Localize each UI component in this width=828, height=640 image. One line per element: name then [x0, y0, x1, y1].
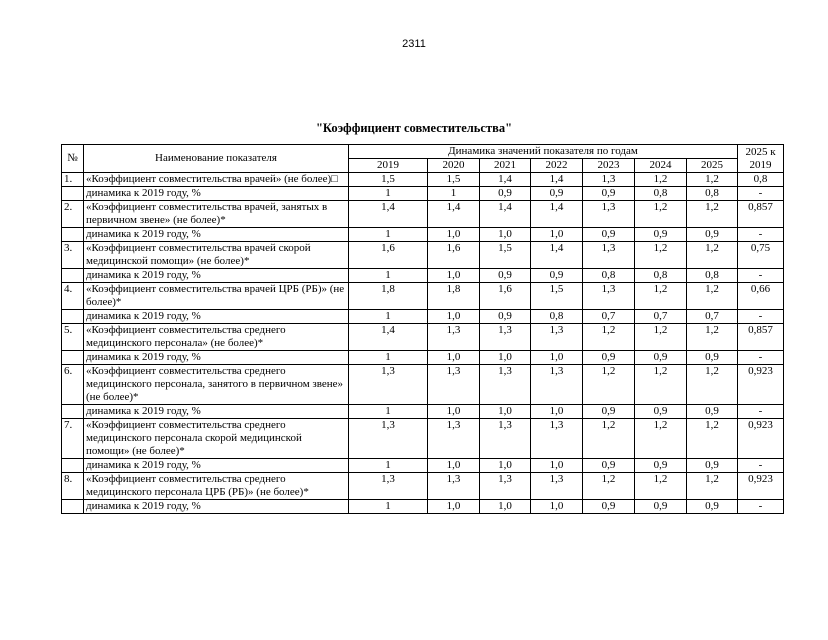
indicator-value: 1,3 [531, 365, 583, 405]
indicator-value: 1,2 [635, 283, 687, 310]
indicator-value: 1,3 [428, 419, 480, 459]
header-year: 2022 [531, 159, 583, 173]
dynamics-value: 1 [349, 187, 428, 201]
indicator-value: 1,4 [480, 201, 531, 228]
dynamics-value: 1 [349, 500, 428, 514]
indicator-name: «Коэффициент совместительства среднего медицинского персонала, занятого в первичном звене» (не более)* [84, 365, 349, 405]
dynamics-ratio: - [738, 310, 784, 324]
dynamics-ratio: - [738, 228, 784, 242]
dynamics-value: 0,9 [687, 459, 738, 473]
dynamics-row [62, 310, 784, 324]
indicator-value: 1,5 [480, 242, 531, 269]
indicator-row [62, 242, 784, 269]
indicator-value: 1,4 [480, 173, 531, 187]
dynamics-value: 0,8 [635, 269, 687, 283]
row-number-empty [62, 459, 84, 473]
dynamics-value: 1,0 [428, 405, 480, 419]
dynamics-value: 1 [349, 228, 428, 242]
dynamics-value: 1 [349, 459, 428, 473]
indicator-ratio: 0,857 [738, 324, 784, 351]
header-no: № [62, 145, 84, 173]
dynamics-value: 1 [428, 187, 480, 201]
dynamics-ratio: - [738, 269, 784, 283]
indicator-name: «Коэффициент совместительства врачей» (не более)□ [84, 173, 349, 187]
indicator-value: 1,2 [687, 173, 738, 187]
dynamics-value: 1 [349, 310, 428, 324]
dynamics-value: 0,9 [687, 351, 738, 365]
indicator-value: 1,3 [583, 283, 635, 310]
dynamics-value: 0,9 [635, 459, 687, 473]
indicators-table [61, 144, 784, 514]
indicator-value: 1,2 [583, 473, 635, 500]
indicator-ratio: 0,66 [738, 283, 784, 310]
indicator-value: 1,6 [480, 283, 531, 310]
indicator-ratio: 0,923 [738, 473, 784, 500]
dynamics-value: 0,8 [687, 269, 738, 283]
dynamics-row [62, 351, 784, 365]
indicator-value: 1,2 [635, 365, 687, 405]
dynamics-value: 0,8 [687, 187, 738, 201]
row-number: 6. [62, 365, 84, 405]
row-number-empty [62, 351, 84, 365]
indicator-value: 1,3 [583, 242, 635, 269]
dynamics-value: 1,0 [428, 351, 480, 365]
dynamics-value: 0,9 [635, 228, 687, 242]
header-name: Наименование показателя [84, 145, 349, 173]
table-header [62, 145, 784, 173]
dynamics-row [62, 228, 784, 242]
row-number: 3. [62, 242, 84, 269]
indicator-value: 1,2 [635, 419, 687, 459]
indicator-value: 1,3 [349, 419, 428, 459]
indicator-ratio: 0,75 [738, 242, 784, 269]
indicator-name: «Коэффициент совместительства врачей, занятых в первичном звене» (не более)* [84, 201, 349, 228]
indicator-value: 1,2 [687, 419, 738, 459]
indicator-value: 1,2 [635, 201, 687, 228]
dynamics-value: 0,9 [583, 405, 635, 419]
header-year: 2023 [583, 159, 635, 173]
indicator-value: 1,6 [349, 242, 428, 269]
indicator-value: 1,3 [531, 473, 583, 500]
dynamics-value: 0,9 [687, 500, 738, 514]
indicator-value: 1,3 [428, 324, 480, 351]
dynamics-label: динамика к 2019 году, % [84, 228, 349, 242]
dynamics-value: 0,9 [635, 351, 687, 365]
indicator-row [62, 201, 784, 228]
dynamics-value: 1,0 [480, 459, 531, 473]
indicator-row [62, 324, 784, 351]
indicator-row [62, 473, 784, 500]
dynamics-value: 1 [349, 269, 428, 283]
dynamics-value: 0,7 [583, 310, 635, 324]
dynamics-value: 0,9 [531, 269, 583, 283]
indicator-name: «Коэффициент совместительства врачей ЦРБ (РБ)» (не более)* [84, 283, 349, 310]
header-year: 2025 [687, 159, 738, 173]
document-title: "Коэффициент совместительства" [315, 121, 513, 135]
row-number-empty [62, 310, 84, 324]
dynamics-value: 1,0 [428, 500, 480, 514]
indicator-value: 1,3 [531, 419, 583, 459]
indicator-value: 1,4 [428, 201, 480, 228]
row-number-empty [62, 500, 84, 514]
dynamics-value: 1,0 [531, 228, 583, 242]
indicator-row [62, 365, 784, 405]
dynamics-value: 1,0 [531, 405, 583, 419]
row-number-empty [62, 187, 84, 201]
indicator-value: 1,3 [480, 365, 531, 405]
dynamics-value: 1,0 [428, 310, 480, 324]
dynamics-value: 0,8 [583, 269, 635, 283]
dynamics-ratio: - [738, 351, 784, 365]
row-number: 5. [62, 324, 84, 351]
dynamics-value: 1,0 [480, 351, 531, 365]
dynamics-value: 0,7 [687, 310, 738, 324]
indicator-value: 1,3 [349, 473, 428, 500]
indicator-value: 1,3 [480, 324, 531, 351]
dynamics-value: 1,0 [480, 405, 531, 419]
dynamics-value: 1,0 [480, 228, 531, 242]
dynamics-value: 1 [349, 405, 428, 419]
indicator-value: 1,3 [480, 419, 531, 459]
indicator-value: 1,3 [428, 365, 480, 405]
dynamics-label: динамика к 2019 году, % [84, 310, 349, 324]
indicator-value: 1,2 [635, 173, 687, 187]
indicator-value: 1,4 [531, 242, 583, 269]
dynamics-row [62, 405, 784, 419]
indicator-value: 1,2 [583, 365, 635, 405]
dynamics-row [62, 500, 784, 514]
dynamics-label: динамика к 2019 году, % [84, 351, 349, 365]
indicator-value: 1,4 [531, 173, 583, 187]
dynamics-value: 1,0 [428, 269, 480, 283]
dynamics-value: 0,7 [635, 310, 687, 324]
indicator-value: 1,5 [428, 173, 480, 187]
dynamics-ratio: - [738, 459, 784, 473]
indicator-value: 1,2 [687, 242, 738, 269]
dynamics-value: 0,9 [687, 228, 738, 242]
header-year: 2024 [635, 159, 687, 173]
row-number: 7. [62, 419, 84, 459]
dynamics-value: 0,8 [635, 187, 687, 201]
row-number-empty [62, 269, 84, 283]
indicator-value: 1,2 [687, 324, 738, 351]
indicator-ratio: 0,8 [738, 173, 784, 187]
dynamics-row [62, 269, 784, 283]
indicator-value: 1,6 [428, 242, 480, 269]
dynamics-value: 1,0 [428, 228, 480, 242]
table-body [62, 173, 784, 514]
indicator-value: 1,4 [531, 201, 583, 228]
dynamics-value: 1,0 [480, 500, 531, 514]
dynamics-row [62, 187, 784, 201]
indicator-row [62, 173, 784, 187]
indicator-name: «Коэффициент совместительства среднего медицинского персонала ЦРБ (РБ)» (не более)* [84, 473, 349, 500]
indicator-value: 1,3 [428, 473, 480, 500]
indicator-value: 1,2 [583, 324, 635, 351]
indicator-value: 1,8 [428, 283, 480, 310]
dynamics-value: 1,0 [531, 351, 583, 365]
dynamics-value: 0,9 [583, 351, 635, 365]
row-number-empty [62, 228, 84, 242]
indicator-value: 1,3 [349, 365, 428, 405]
dynamics-value: 0,9 [480, 187, 531, 201]
dynamics-value: 0,8 [531, 310, 583, 324]
dynamics-value: 0,9 [687, 405, 738, 419]
dynamics-label: динамика к 2019 году, % [84, 459, 349, 473]
row-number: 2. [62, 201, 84, 228]
indicator-value: 1,2 [635, 324, 687, 351]
dynamics-value: 1,0 [531, 459, 583, 473]
indicator-value: 1,2 [687, 283, 738, 310]
dynamics-value: 0,9 [635, 500, 687, 514]
header-ratio: 2025 к 2019 [738, 145, 784, 173]
indicator-value: 1,2 [635, 242, 687, 269]
indicator-ratio: 0,923 [738, 365, 784, 405]
dynamics-value: 0,9 [635, 405, 687, 419]
dynamics-label: динамика к 2019 году, % [84, 187, 349, 201]
indicator-value: 1,4 [349, 324, 428, 351]
dynamics-value: 1,0 [428, 459, 480, 473]
indicator-value: 1,3 [480, 473, 531, 500]
dynamics-value: 0,9 [583, 500, 635, 514]
indicator-name: «Коэффициент совместительства врачей скорой медицинской помощи» (не более)* [84, 242, 349, 269]
dynamics-value: 0,9 [583, 187, 635, 201]
indicator-row [62, 419, 784, 459]
row-number: 8. [62, 473, 84, 500]
dynamics-ratio: - [738, 500, 784, 514]
indicator-value: 1,2 [583, 419, 635, 459]
indicator-value: 1,2 [687, 201, 738, 228]
indicator-ratio: 0,923 [738, 419, 784, 459]
dynamics-value: 0,9 [531, 187, 583, 201]
header-dynamics: Динамика значений показателя по годам [349, 145, 738, 159]
indicator-value: 1,5 [531, 283, 583, 310]
dynamics-row [62, 459, 784, 473]
indicator-value: 1,2 [687, 365, 738, 405]
dynamics-value: 0,9 [583, 228, 635, 242]
dynamics-ratio: - [738, 405, 784, 419]
indicator-name: «Коэффициент совместительства среднего медицинского персонала скорой медицинской помощи» (не более)* [84, 419, 349, 459]
indicator-value: 1,3 [583, 201, 635, 228]
header-year: 2020 [428, 159, 480, 173]
dynamics-ratio: - [738, 187, 784, 201]
indicator-value: 1,2 [635, 473, 687, 500]
indicator-value: 1,4 [349, 201, 428, 228]
dynamics-label: динамика к 2019 году, % [84, 269, 349, 283]
indicator-name: «Коэффициент совместительства среднего медицинского персонала» (не более)* [84, 324, 349, 351]
dynamics-value: 0,9 [583, 459, 635, 473]
dynamics-value: 0,9 [480, 269, 531, 283]
indicator-row [62, 283, 784, 310]
dynamics-label: динамика к 2019 году, % [84, 405, 349, 419]
header-year: 2019 [349, 159, 428, 173]
indicator-value: 1,5 [349, 173, 428, 187]
dynamics-value: 1,0 [531, 500, 583, 514]
indicator-ratio: 0,857 [738, 201, 784, 228]
header-year: 2021 [480, 159, 531, 173]
dynamics-value: 0,9 [480, 310, 531, 324]
indicator-value: 1,2 [687, 473, 738, 500]
indicator-value: 1,3 [583, 173, 635, 187]
dynamics-label: динамика к 2019 году, % [84, 500, 349, 514]
row-number-empty [62, 405, 84, 419]
page-number: 2311 [402, 38, 426, 50]
row-number: 4. [62, 283, 84, 310]
indicator-value: 1,8 [349, 283, 428, 310]
dynamics-value: 1 [349, 351, 428, 365]
row-number: 1. [62, 173, 84, 187]
indicator-value: 1,3 [531, 324, 583, 351]
